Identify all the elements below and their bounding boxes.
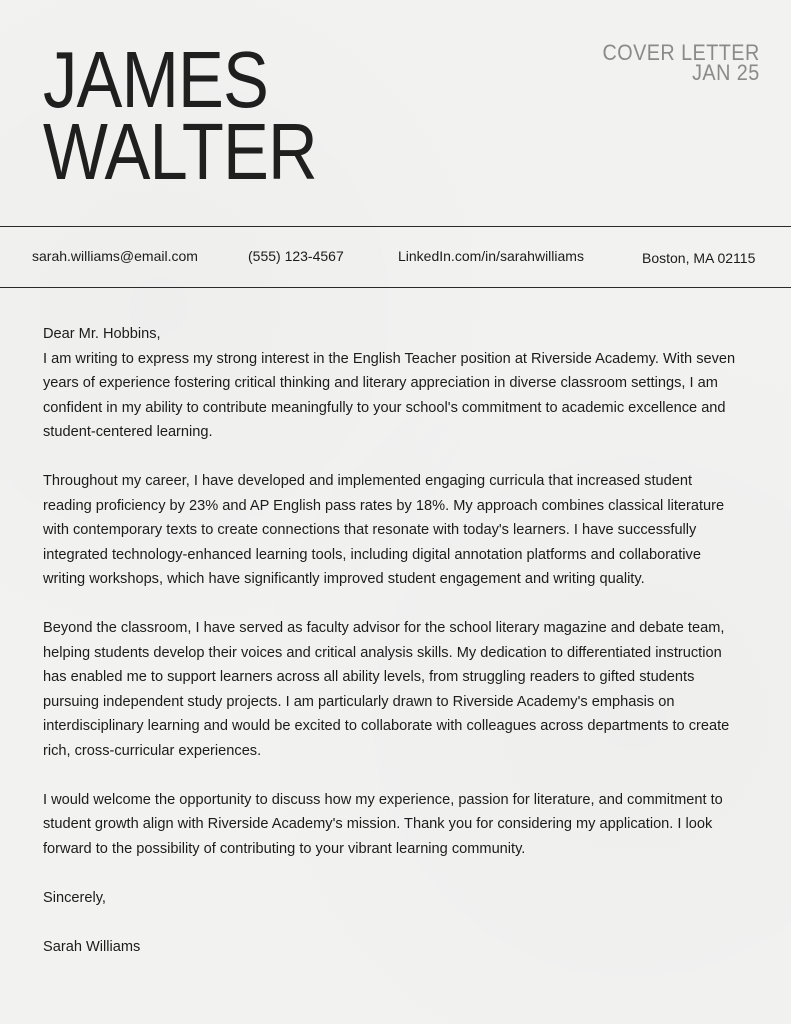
letter-salutation: Dear Mr. Hobbins, xyxy=(43,326,161,342)
applicant-name xyxy=(43,35,317,196)
letter-paragraph: I would welcome the opportunity to discuss how my experience, passion for literature, and commitment to student growth align with Riverside Academy's mission. Thank you for considering my application. I look forward to the possibility of contributing to your vibrant learning community. xyxy=(43,791,723,857)
letter-body xyxy=(43,322,743,959)
letter-paragraph: Beyond the classroom, I have served as faculty advisor for the school literary magazine and debate team, helping students develop their voices and critical analysis skills. My dedication to differentiated instruction has enabled me to support learners across all ability levels, from struggling readers to gifted students pursuing independent study projects. I am particularly drawn to Riverside Academy's emphasis on interdisciplinary learning and would be excited to collaborate with colleagues across departments to create rich, cross-curricular experiences. xyxy=(43,620,730,759)
document-type: COVER LETTER xyxy=(602,40,760,65)
document-date: JAN 25 xyxy=(692,60,760,85)
document-meta xyxy=(602,40,760,85)
last-name: WALTER xyxy=(43,107,317,196)
contact-divider-top xyxy=(0,226,791,227)
letter-paragraph: I am writing to express my strong interest in the English Teacher position at Riverside Academy. With seven years of experience fostering critical thinking and literary appreciation in diverse classroom settings, I am confident in my ability to contribute meaningfully to your school's commitment to academic excellence and student-centered learning. xyxy=(43,350,736,440)
contact-bar xyxy=(0,248,791,270)
letter-closing: Sincerely, xyxy=(43,889,106,906)
contact-email[interactable]: sarah.williams@email.com xyxy=(32,248,198,264)
letter-signature: Sarah Williams xyxy=(43,938,141,955)
contact-linkedin[interactable]: LinkedIn.com/in/sarahwilliams xyxy=(398,248,584,264)
contact-location: Boston, MA 02115 xyxy=(642,250,756,266)
first-name: JAMES xyxy=(43,35,269,124)
contact-divider-bottom xyxy=(0,287,791,288)
contact-phone[interactable]: (555) 123-4567 xyxy=(248,248,344,264)
letter-paragraph: Throughout my career, I have developed and implemented engaging curricula that increased student reading proficiency by 23% and AP English pass rates by 18%. My approach combines classical literature with contemporary texts to create connections that resonate with today's learners. I have successfully integrated technology-enhanced learning tools, including digital annotation platforms and collaborative writing workshops, which have significantly improved student engagement and writing quality. xyxy=(43,473,725,587)
